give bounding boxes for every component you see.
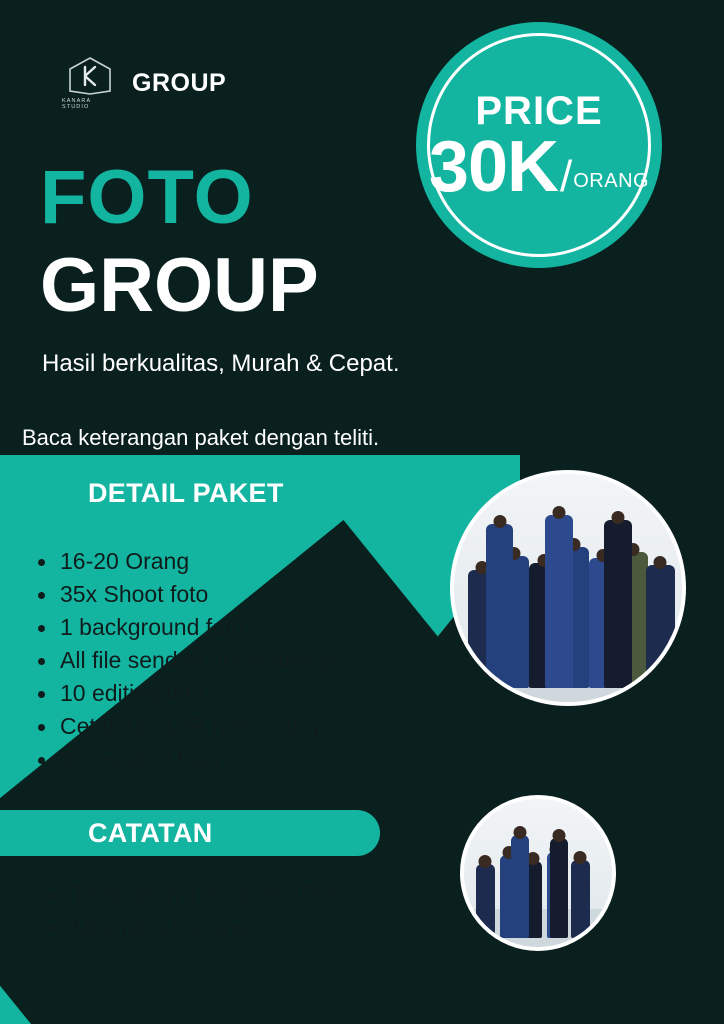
group-photo-large-image	[454, 474, 682, 702]
section-header-catatan	[0, 810, 380, 856]
list-item: All file send to drive/airdrop	[30, 644, 430, 677]
headline-subtitle: Hasil berkualitas, Murah & Cepat.	[42, 350, 400, 377]
group-photo-large	[450, 470, 686, 706]
read-carefully-note: Baca keterangan paket dengan teliti.	[22, 425, 380, 450]
price-label: PRICE	[475, 88, 603, 133]
headline-line-2: GROUP	[40, 243, 319, 328]
logo-subtext: KANARA STUDIO	[62, 98, 91, 110]
kanara-studio-logo-icon	[62, 55, 118, 111]
list-item: 2 Costum / baju	[30, 743, 430, 776]
list-item: Cetak uk. 10R (per orang)	[30, 710, 430, 743]
list-item: Minimal 16 orang	[42, 911, 442, 944]
price-unit: ORANG	[573, 170, 650, 193]
price-amount: 30K	[428, 126, 558, 207]
section-header-detail-paket	[0, 470, 380, 516]
list-item: 35x Shoot foto	[30, 578, 430, 611]
list-item: 16-20 Orang	[30, 545, 430, 578]
brand-logo	[62, 55, 226, 111]
list-item: 1 background foto	[30, 611, 430, 644]
section-title-catatan: CATATAN	[88, 817, 213, 848]
detail-paket-list	[30, 545, 430, 776]
section-title-detail: DETAIL PAKET	[88, 477, 284, 508]
price-slash: /	[560, 151, 573, 201]
list-item: 10 editing foto	[30, 677, 430, 710]
headline-line-1: FOTO	[40, 155, 254, 240]
group-photo-small	[460, 795, 616, 951]
list-item: Tambahan 1 Kostum 100K	[42, 878, 442, 911]
price-badge	[416, 22, 662, 268]
catatan-list	[42, 878, 442, 944]
logo-wordmark: GROUP	[132, 68, 227, 97]
price-badge-ring	[427, 33, 651, 257]
group-photo-small-image	[464, 799, 612, 947]
